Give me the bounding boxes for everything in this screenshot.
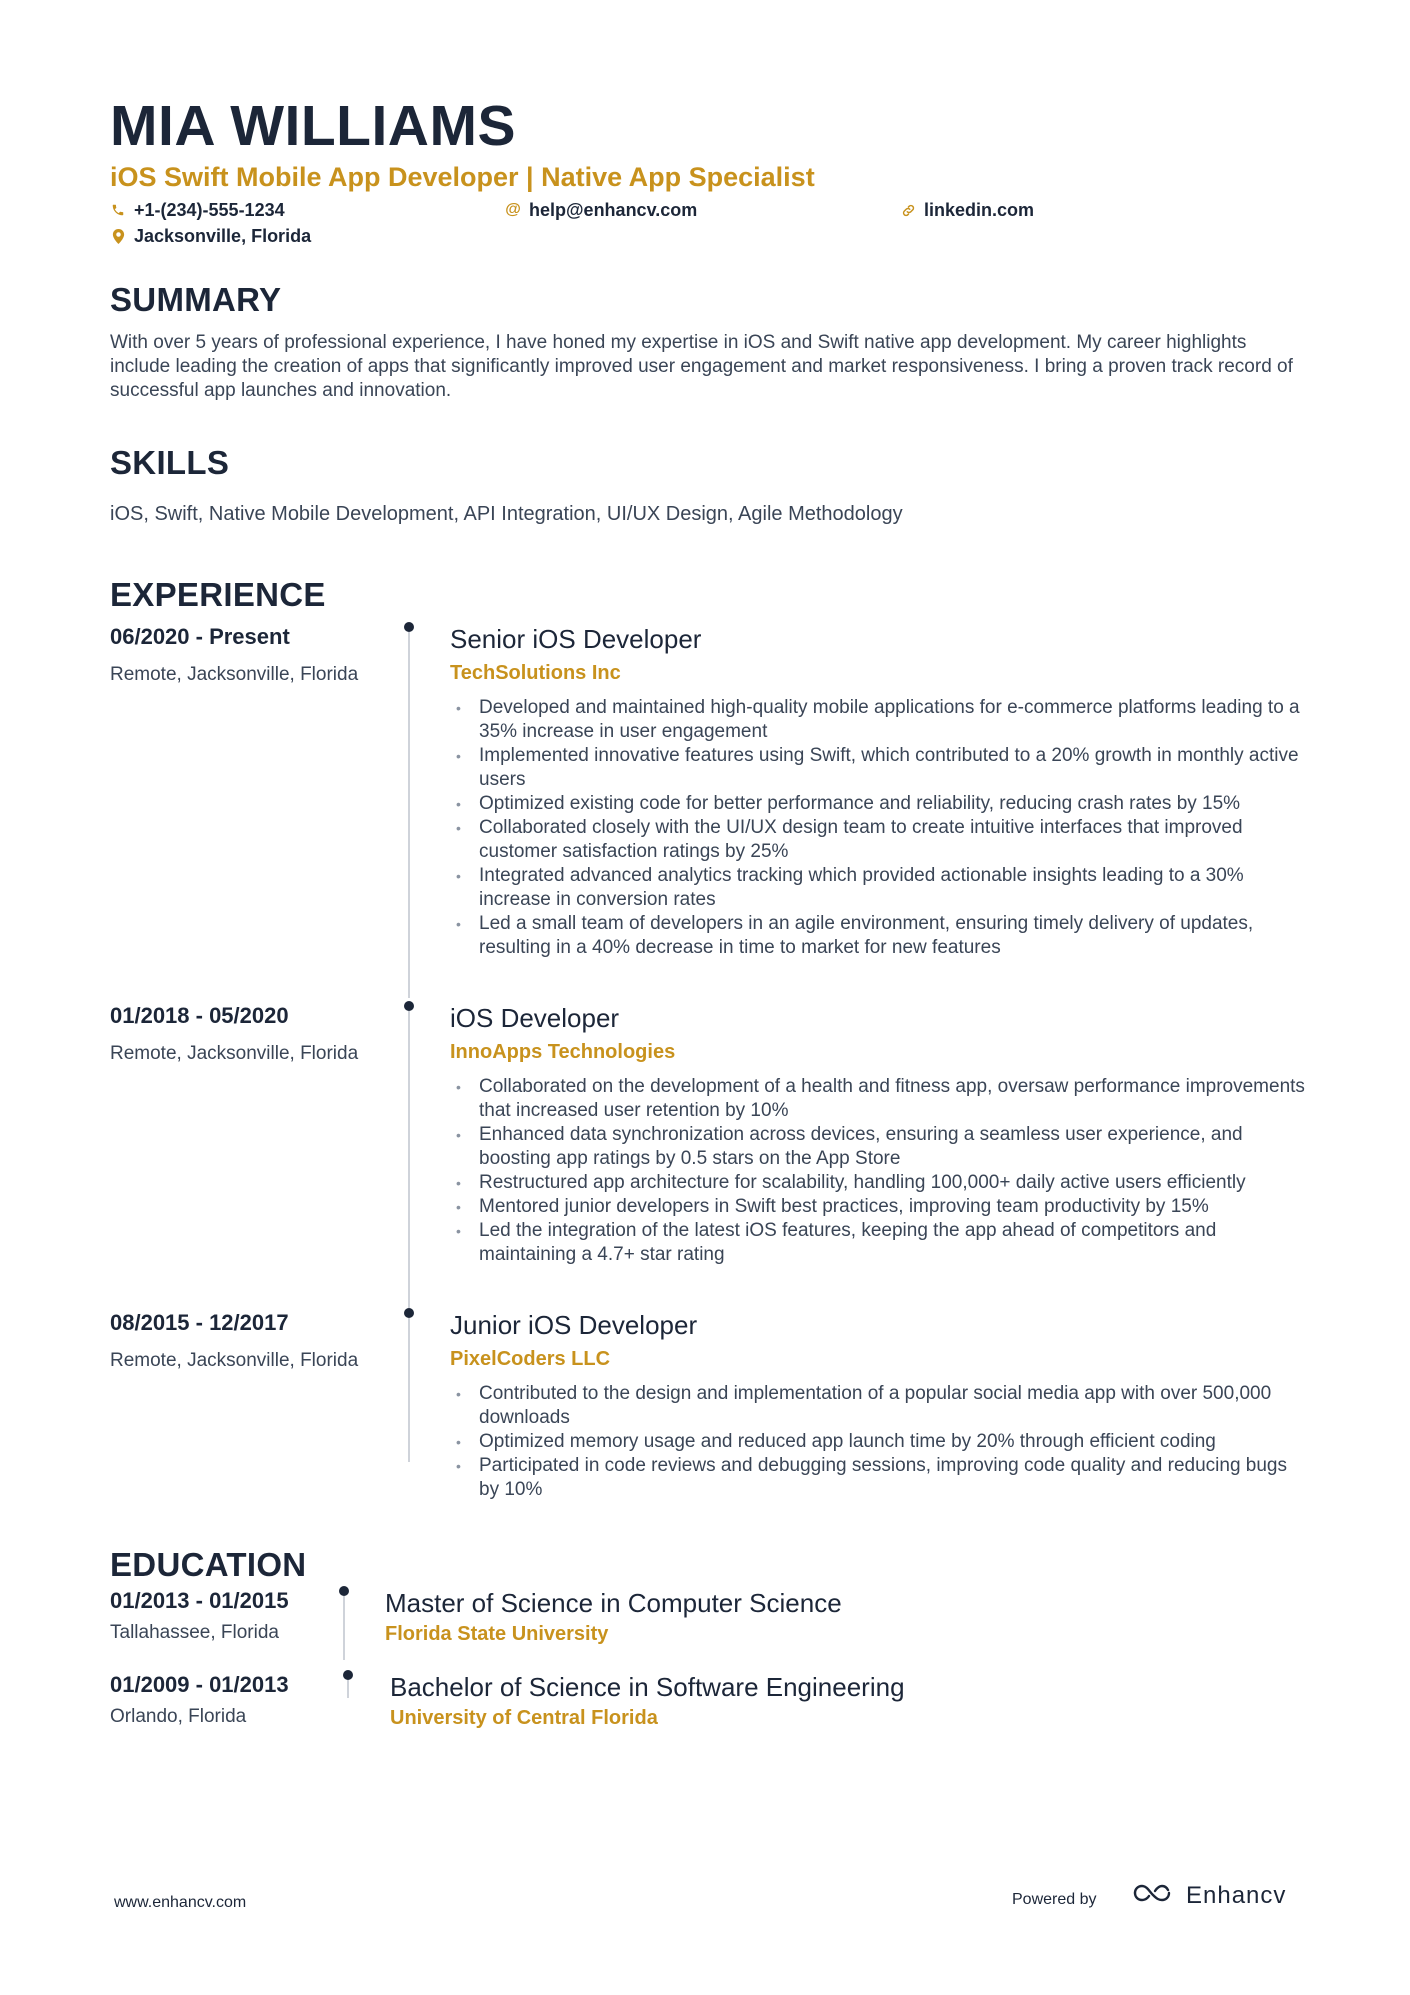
experience-bullets (450, 1382, 1310, 1502)
skills-text: iOS, Swift, Native Mobile Development, API Integration, UI/UX Design, Agile Methodology (110, 503, 903, 525)
summary-heading: SUMMARY (110, 281, 282, 318)
bullet-item: • Led the integration of the latest iOS features, keeping the app ahead of competitors and maintaining a 4.7+ star rating (450, 1219, 1310, 1267)
candidate-name: MIA WILLIAMS (110, 94, 516, 158)
timeline-line (408, 632, 410, 998)
experience-location: Remote, Jacksonville, Florida (110, 1350, 359, 1371)
powered-by-label: Powered by (1012, 1891, 1097, 1908)
candidate-headline: iOS Swift Mobile App Developer | Native App Specialist (110, 162, 815, 192)
bullet-item: • Implemented innovative features using Swift, which contributed to a 20% growth in monthly active users (450, 744, 1310, 792)
contact-location (110, 227, 311, 245)
link-icon (900, 203, 916, 218)
experience-company: PixelCoders LLC (450, 1348, 611, 1370)
bullet-item: • Contributed to the design and implementation of a popular social media app with over 500,000 downloads (450, 1382, 1310, 1430)
brand-logo[interactable] (1132, 1882, 1286, 1909)
timeline-dot (343, 1670, 353, 1680)
pin-icon (110, 229, 126, 244)
education-school: Florida State University (385, 1623, 609, 1645)
at-icon: @ (505, 201, 521, 218)
timeline-dot (339, 1586, 349, 1596)
experience-location: Remote, Jacksonville, Florida (110, 664, 359, 685)
education-dates: 01/2009 - 01/2013 (110, 1672, 289, 1697)
bullet-item: • Optimized existing code for better performance and reliability, reducing crash rates by 15% (450, 792, 1310, 816)
bullet-item: • Optimized memory usage and reduced app launch time by 20% through efficient coding (450, 1430, 1310, 1454)
timeline-dot (404, 1001, 414, 1011)
skills-heading: SKILLS (110, 444, 230, 481)
timeline-dot (404, 622, 414, 632)
bullet-item: • Enhanced data synchronization across devices, ensuring a seamless user experience, and boosting app ratings by 0.5 stars on the App Store (450, 1123, 1310, 1171)
timeline-line (343, 1596, 345, 1660)
location-text: Jacksonville, Florida (134, 226, 312, 246)
experience-company: TechSolutions Inc (450, 662, 621, 684)
experience-dates: 08/2015 - 12/2017 (110, 1310, 289, 1335)
contact-phone[interactable] (110, 201, 285, 219)
footer-url[interactable]: www.enhancv.com (114, 1894, 247, 1911)
experience-dates: 01/2018 - 05/2020 (110, 1003, 289, 1028)
bullet-item: • Developed and maintained high-quality mobile applications for e-commerce platforms leading to a 35% increase in user engagement (450, 696, 1310, 744)
experience-bullets (450, 1075, 1310, 1267)
phone-text: +1-(234)-555-1234 (134, 200, 285, 220)
education-degree: Master of Science in Computer Science (385, 1588, 842, 1618)
enhancv-logo-icon (1132, 1882, 1176, 1909)
bullet-item: • Restructured app architecture for scalability, handling 100,000+ daily active users efficiently (450, 1171, 1310, 1195)
education-dates: 01/2013 - 01/2015 (110, 1588, 289, 1613)
experience-location: Remote, Jacksonville, Florida (110, 1043, 359, 1064)
summary-text: With over 5 years of professional experience, I have honed my expertise in iOS and Swift native app development. My career highlights include leading the creation of apps that significantly improved user engagement and market responsiveness. I bring a proven track record of successful app launches and innovation. (110, 332, 1293, 401)
timeline-line (408, 1318, 410, 1462)
bullet-item: • Integrated advanced analytics tracking which provided actionable insights leading to a 30% increase in conversion rates (450, 864, 1310, 912)
experience-role: Senior iOS Developer (450, 624, 702, 654)
timeline-line (408, 1011, 410, 1308)
experience-heading: EXPERIENCE (110, 576, 326, 613)
contact-email[interactable] (505, 201, 697, 219)
education-heading: EDUCATION (110, 1546, 307, 1583)
experience-role: iOS Developer (450, 1003, 620, 1033)
education-location: Orlando, Florida (110, 1706, 247, 1727)
brand-name: Enhancv (1186, 1881, 1287, 1909)
bullet-item: • Participated in code reviews and debugging sessions, improving code quality and reducing bugs by 10% (450, 1454, 1310, 1502)
experience-dates: 06/2020 - Present (110, 624, 290, 649)
bullet-item: • Led a small team of developers in an agile environment, ensuring timely delivery of updates, resulting in a 40% decrease in time to market for new features (450, 912, 1310, 960)
linkedin-text: linkedin.com (924, 200, 1035, 220)
contact-linkedin[interactable] (900, 201, 1034, 219)
education-degree: Bachelor of Science in Software Engineering (390, 1672, 905, 1702)
experience-role: Junior iOS Developer (450, 1310, 698, 1340)
timeline-line (347, 1680, 349, 1698)
timeline-dot (404, 1308, 414, 1318)
email-text: help@enhancv.com (529, 200, 698, 220)
phone-icon (110, 203, 126, 217)
education-location: Tallahassee, Florida (110, 1622, 279, 1643)
experience-company: InnoApps Technologies (450, 1041, 676, 1063)
bullet-item: • Collaborated closely with the UI/UX design team to create intuitive interfaces that improved customer satisfaction ratings by 25% (450, 816, 1310, 864)
bullet-item: • Mentored junior developers in Swift best practices, improving team productivity by 15% (450, 1195, 1310, 1219)
bullet-item: • Collaborated on the development of a health and fitness app, oversaw performance improvements that increased user retention by 10% (450, 1075, 1310, 1123)
education-school: University of Central Florida (390, 1707, 658, 1729)
experience-bullets (450, 696, 1310, 960)
